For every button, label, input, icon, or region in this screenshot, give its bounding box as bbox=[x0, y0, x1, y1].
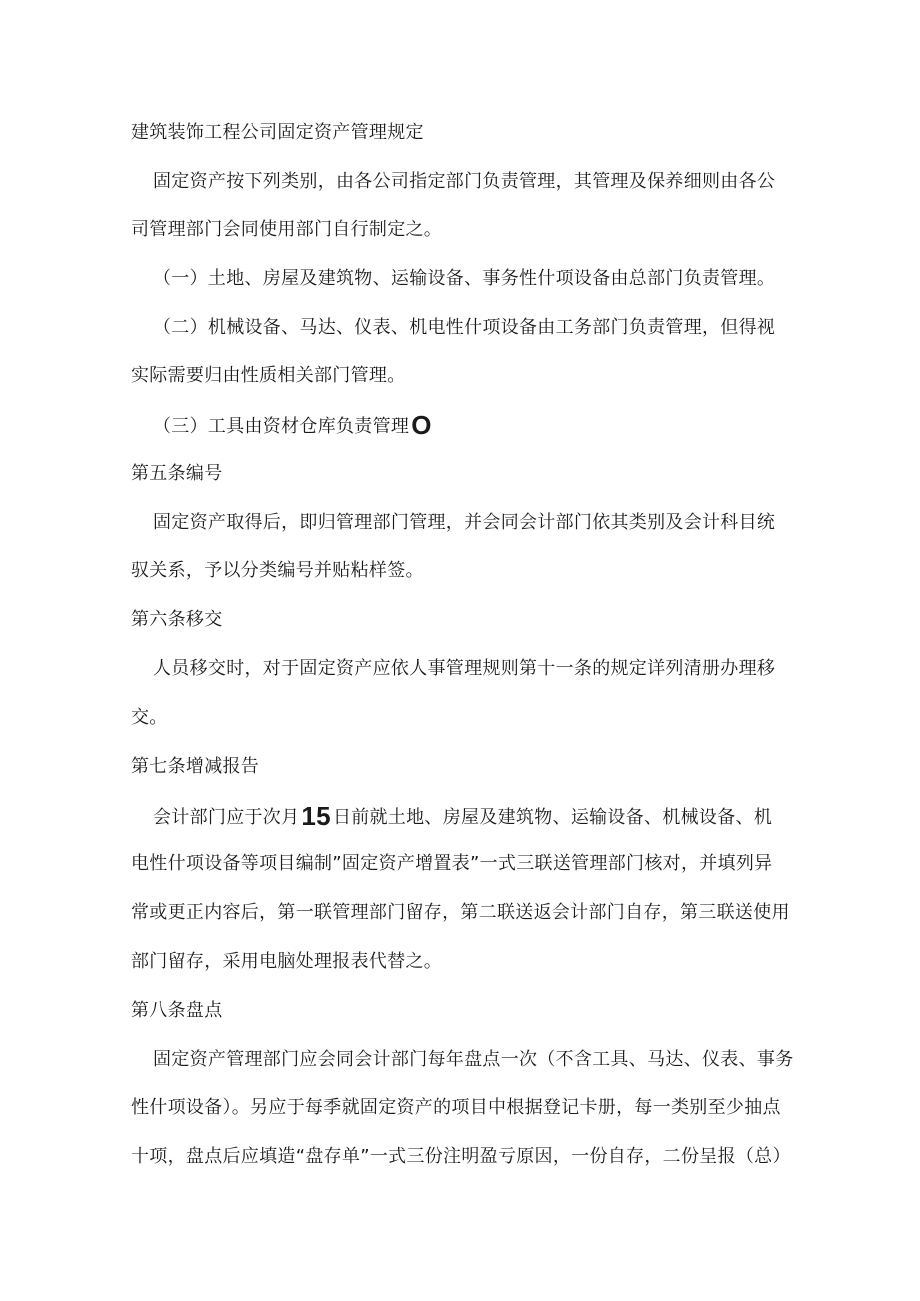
paragraph-line: 司管理部门会同使用部门自行制定之。 bbox=[131, 219, 443, 240]
paragraph-line: 十项，盘点后应填造“盘存单”一式三份注明盈亏原因，一份自存，二份呈报（总） bbox=[131, 1146, 791, 1167]
article-heading: 第五条编号 bbox=[131, 463, 223, 484]
circle-mark: O bbox=[411, 410, 432, 440]
paragraph-line bbox=[153, 803, 772, 831]
paragraph-line: 性什项设备）。另应于每季就固定资产的项目中根据登记卡册，每一类别至少抽点 bbox=[131, 1097, 781, 1118]
paragraph-line: 交。 bbox=[131, 707, 168, 728]
paragraph-line: 电性什项设备等项目编制”固定资产增置表”一式三联送管理部门核对，并填列异 bbox=[131, 853, 773, 874]
paragraph-line: 固定资产按下列类别，由各公司指定部门负责管理，其管理及保养细则由各公 bbox=[153, 171, 776, 192]
list-item: （一）土地、房屋及建筑物、运输设备、事务性什项设备由总部门负责管理。 bbox=[153, 268, 776, 289]
article-heading: 第七条增减报告 bbox=[131, 756, 260, 777]
paragraph-line: 固定资产取得后，即归管理部门管理，并会同会计部门依其类别及会计科目统 bbox=[153, 512, 776, 533]
list-item-continuation: 实际需要归由性质相关部门管理。 bbox=[131, 365, 406, 386]
paragraph-line: 驭关系，予以分类编号并贴粘样签。 bbox=[131, 560, 424, 581]
list-item: （二）机械设备、马达、仪表、机电性什项设备由工务部门负责管理，但得视 bbox=[153, 317, 776, 338]
list-item-text: （三）工具由资材仓库负责管理 bbox=[153, 416, 410, 437]
paragraph-line: 常或更正内容后，第一联管理部门留存，第二联送返会计部门自存，第三联送使用 bbox=[131, 902, 790, 923]
paragraph-line: 固定资产管理部门应会同会计部门每年盘点一次（不含工具、马达、仪表、事务 bbox=[153, 1049, 794, 1070]
article-heading: 第六条移交 bbox=[131, 609, 223, 630]
paragraph-line: 人员移交时，对于固定资产应依人事管理规则第十一条的规定详列清册办理移 bbox=[153, 658, 776, 679]
paragraph-line: 部门留存，采用电脑处理报表代替之。 bbox=[131, 951, 443, 972]
text-segment: 日前就土地、房屋及建筑物、运输设备、机械设备、机 bbox=[332, 807, 773, 828]
article-heading: 第八条盘点 bbox=[131, 1000, 223, 1021]
list-item bbox=[153, 412, 434, 440]
document-title: 建筑装饰工程公司固定资产管理规定 bbox=[131, 122, 424, 143]
date-number: 15 bbox=[301, 801, 331, 831]
text-segment: 会计部门应于次月 bbox=[153, 807, 300, 828]
